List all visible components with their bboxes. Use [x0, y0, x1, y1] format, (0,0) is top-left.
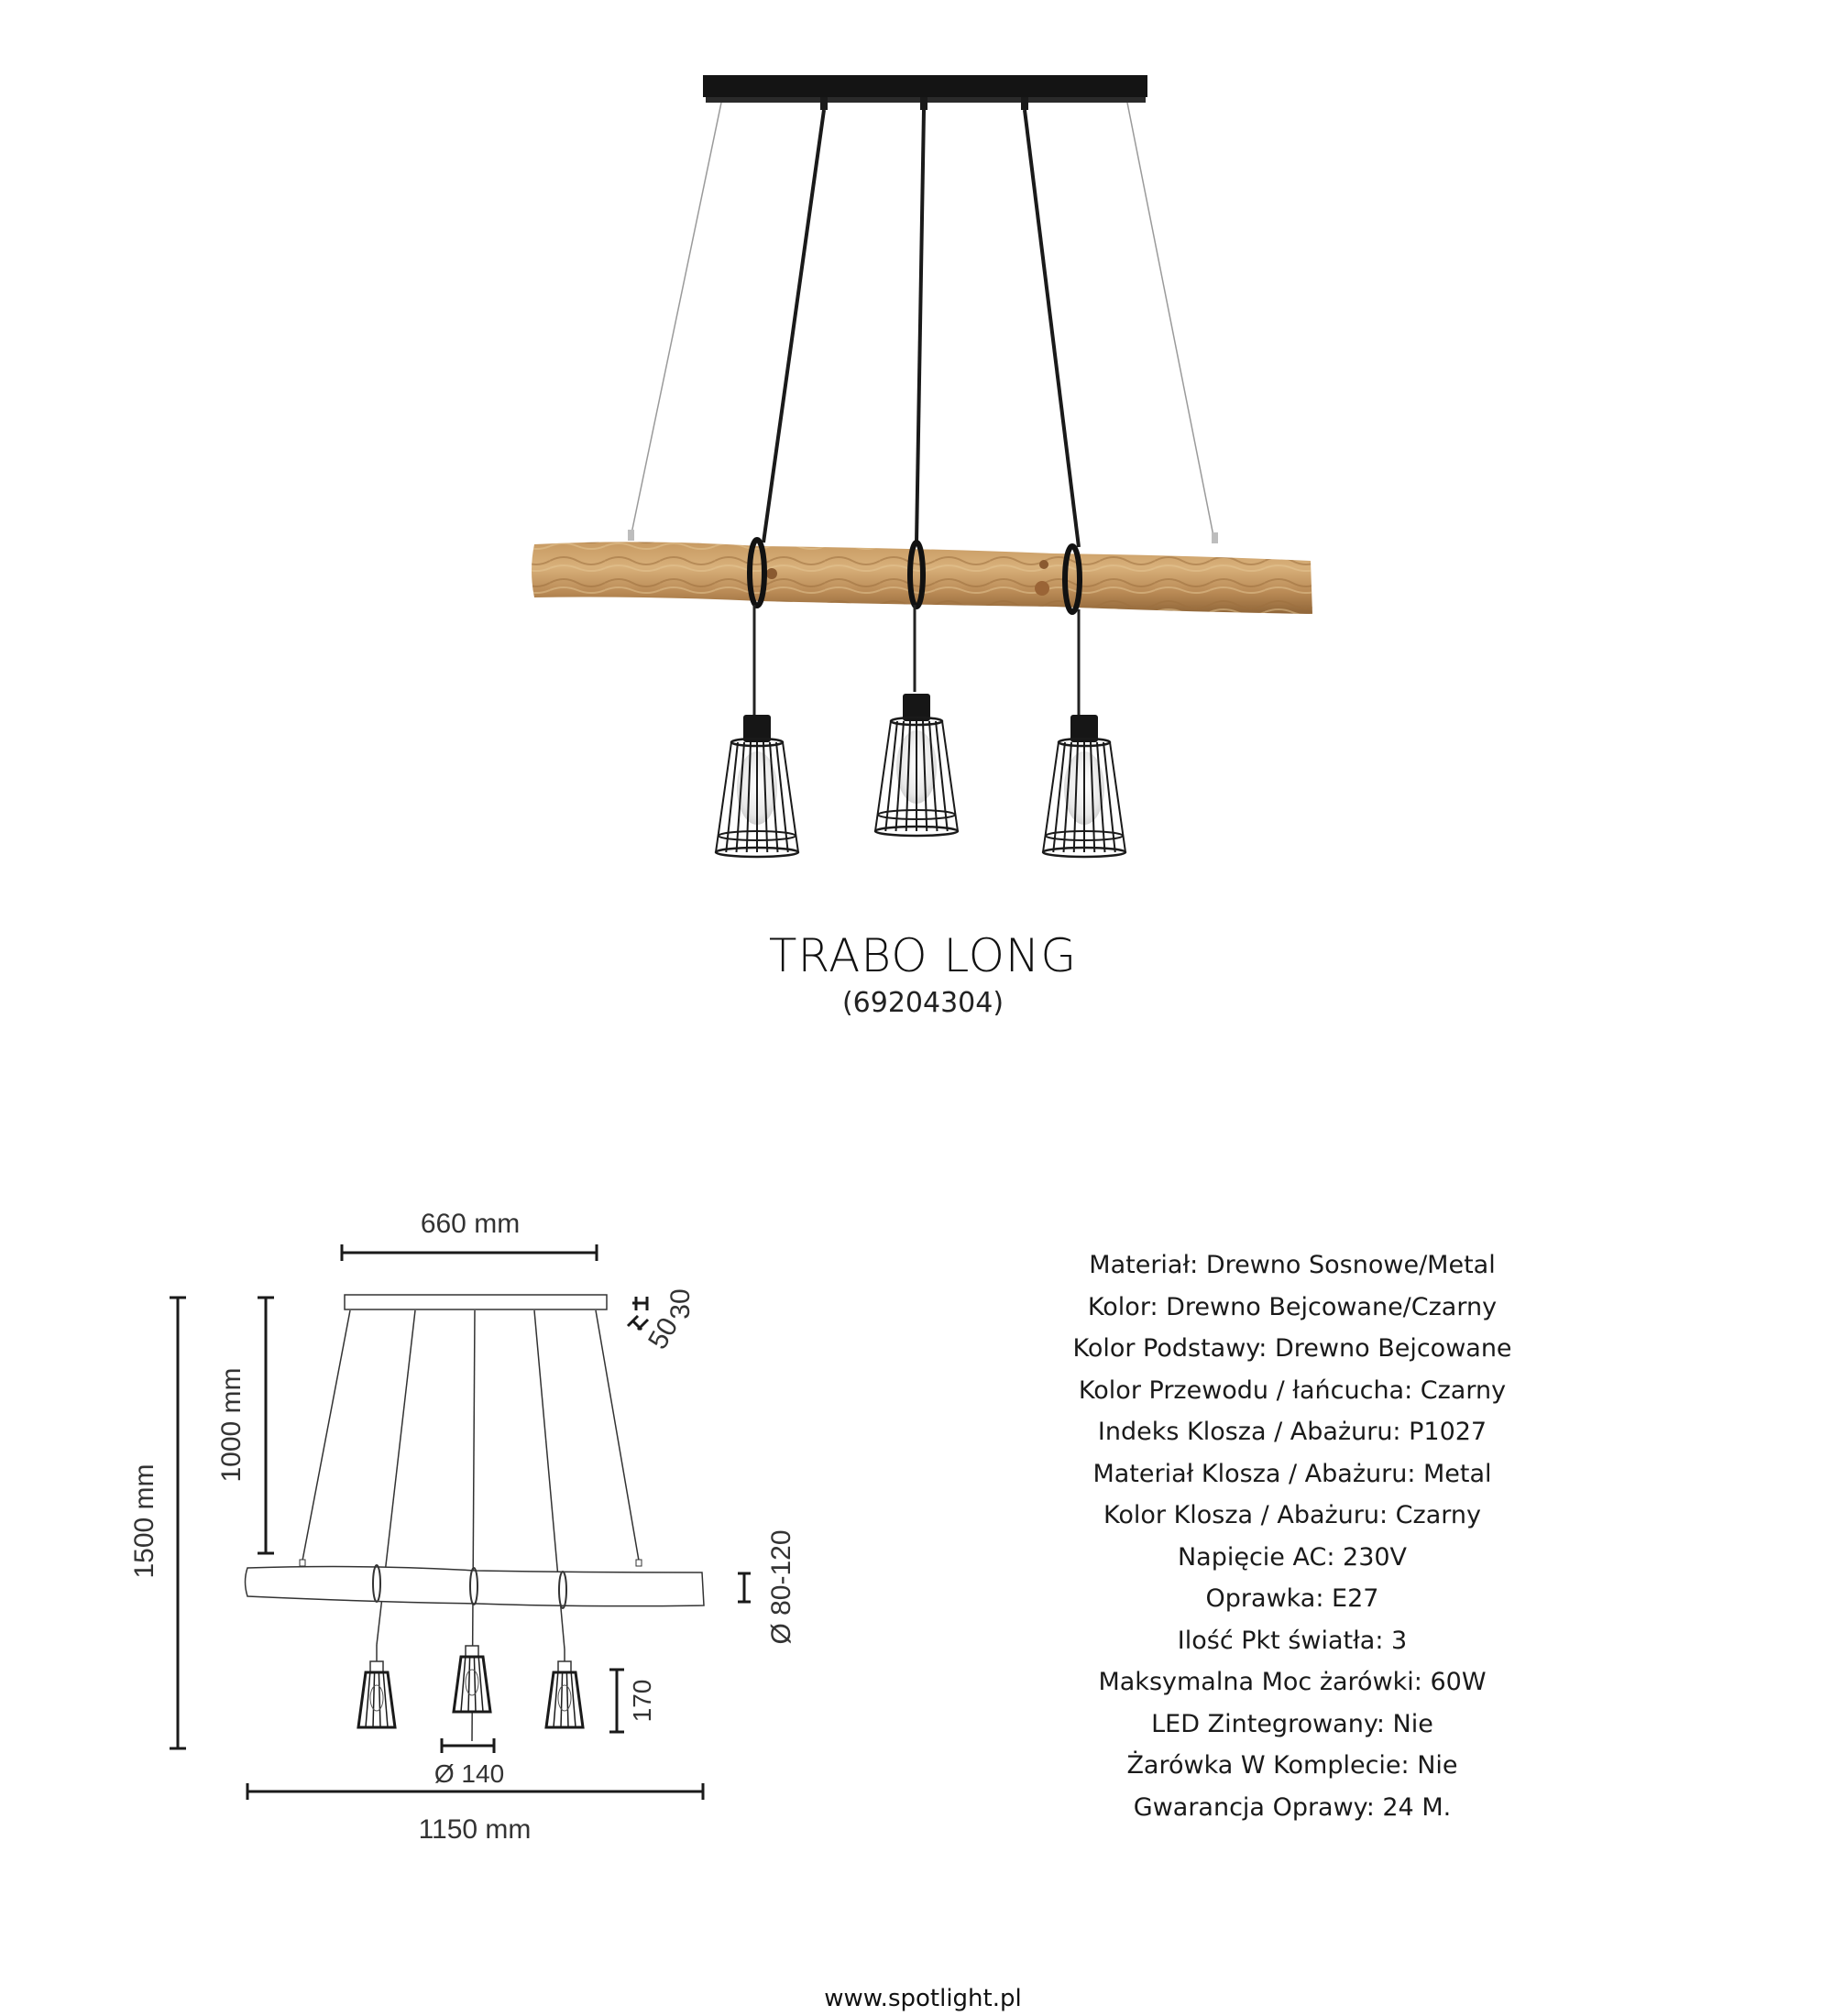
support-wire-left: [631, 103, 721, 538]
product-title: TRABO LONG: [768, 929, 1078, 982]
spec-line: Materiał: Drewno Sosnowe/Metal: [1089, 1251, 1496, 1279]
spec-line: Żarówka W Komplecie: Nie: [1126, 1751, 1458, 1780]
specifications-list: [1017, 1244, 1567, 1828]
dim-canopy-height: 50: [642, 1312, 685, 1354]
product-photo: [0, 0, 1833, 916]
spec-line: Indeks Klosza / Abażuru: P1027: [1097, 1418, 1487, 1446]
cage-shade: [716, 715, 798, 857]
spec-line: LED Zintegrowany: Nie: [1151, 1709, 1433, 1738]
cage-shade: [1043, 715, 1125, 857]
dim-shade-diameter: Ø 140: [434, 1759, 505, 1788]
drawing-shade: [358, 1661, 395, 1727]
cable-left: [763, 110, 824, 542]
drawing-shade: [546, 1661, 583, 1727]
dim-total-width: 1150 mm: [418, 1814, 532, 1845]
dim-total-height: 1500 mm: [129, 1463, 159, 1579]
footer-url[interactable]: www.spotlight.pl: [824, 1985, 1022, 2012]
spec-line: Gwarancja Oprawy: 24 M.: [1133, 1792, 1452, 1822]
spec-line: Materiał Klosza / Abażuru: Metal: [1092, 1459, 1492, 1488]
canopy: [703, 75, 1147, 97]
dim-shade-height: 170: [628, 1679, 656, 1723]
spec-line: Kolor Przewodu / łańcucha: Czarny: [1078, 1375, 1507, 1405]
spec-line: Kolor Podstawy: Drewno Bejcowane: [1072, 1334, 1512, 1363]
spec-line: Ilość Pkt światła: 3: [1177, 1626, 1408, 1655]
cable-center: [916, 110, 924, 542]
dim-canopy-width: 660 mm: [420, 1209, 521, 1239]
dim-canopy-depth: 30: [665, 1288, 696, 1320]
drawing-shade: [454, 1646, 490, 1712]
spec-line: Napięcie AC: 230V: [1177, 1542, 1408, 1572]
dim-suspension-height: 1000 mm: [216, 1367, 247, 1483]
spec-line: Kolor Klosza / Abażuru: Czarny: [1103, 1501, 1481, 1529]
cage-shade: [875, 694, 958, 836]
spec-line: Kolor: Drewno Bejcowane/Czarny: [1087, 1292, 1498, 1321]
dim-beam-diameter: Ø 80-120: [766, 1529, 796, 1645]
cable-right: [1025, 110, 1079, 547]
spec-line: Oprawka: E27: [1205, 1584, 1379, 1613]
spec-line: Maksymalna Moc żarówki: 60W: [1098, 1668, 1487, 1696]
product-code: (69204304): [841, 987, 1004, 1019]
technical-drawing: [0, 1173, 916, 1869]
support-wire-right: [1127, 103, 1214, 541]
